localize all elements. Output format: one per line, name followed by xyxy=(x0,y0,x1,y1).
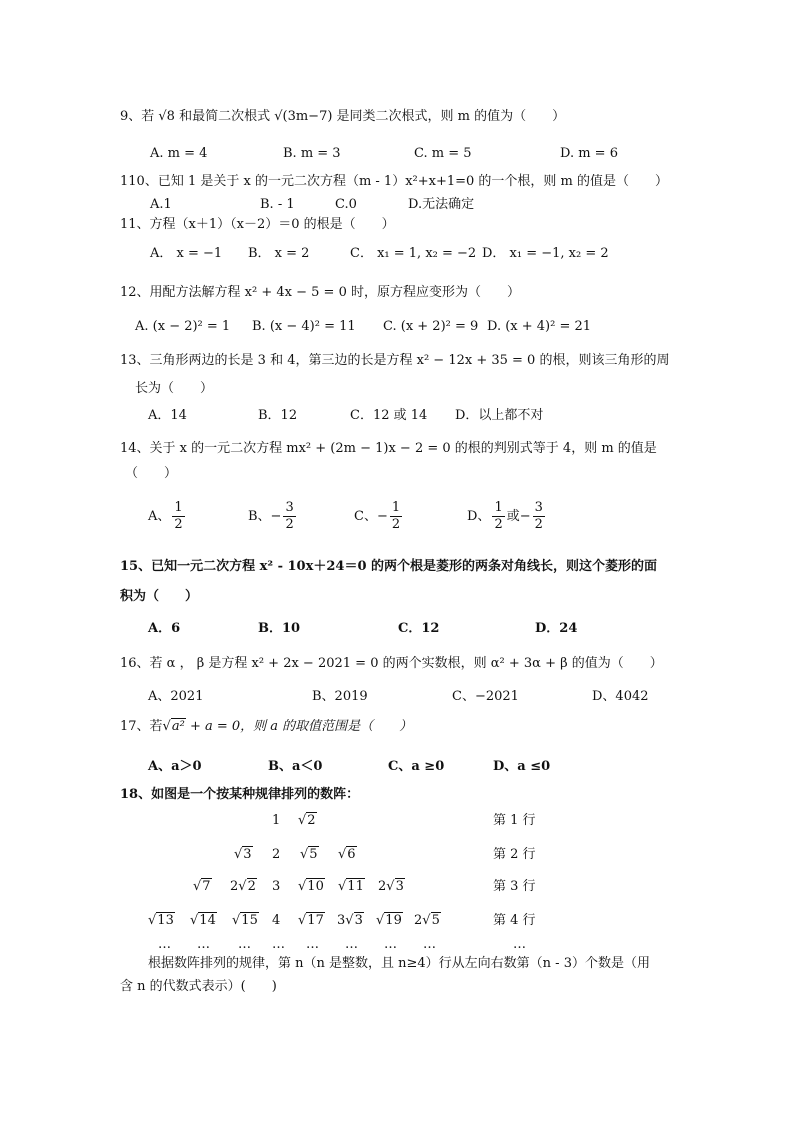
q14-option-b-prefix: B、− xyxy=(248,509,282,524)
matrix-cell: 3 xyxy=(272,879,281,894)
q16-option-c: C、−2021 xyxy=(452,689,519,704)
matrix-cell: 1 xyxy=(272,813,281,828)
q14-option-d xyxy=(467,500,547,533)
radicand: 2 xyxy=(307,813,316,828)
row-label-3: 第 3 行 xyxy=(493,879,536,894)
fraction-numerator: 1 xyxy=(494,500,503,515)
radicand: 19 xyxy=(385,913,402,928)
radicand: 3 xyxy=(354,913,363,928)
radicand: 6 xyxy=(347,847,356,862)
q18-stem: 18、如图是一个按某种规律排列的数阵： xyxy=(120,787,360,802)
q14-option-d-prefix: D、 xyxy=(467,509,491,524)
q18-footer-line2: 含 n 的代数式表示）( ) xyxy=(120,979,277,994)
q11-option-d: D． x₁ = −1, x₂ = 2 xyxy=(482,246,609,261)
q11-option-a: A． x = −1 xyxy=(150,246,223,261)
matrix-cell: √7 xyxy=(193,879,211,894)
q17-option-c: C、a ≥0 xyxy=(388,759,445,774)
matrix-cell: √13 xyxy=(148,913,174,928)
row-label-2: 第 2 行 xyxy=(493,847,536,862)
q12-option-a: A. (x − 2)² = 1 xyxy=(135,319,231,334)
q14-option-d-fraction-1 xyxy=(492,500,504,533)
fraction-numerator: 1 xyxy=(174,500,183,515)
q9-stem: 9、若 √8 和最简二次根式 √(3m−7) 是同类二次根式，则 m 的值为（ ） xyxy=(120,109,566,124)
q15-stem-line2: 积为（ ） xyxy=(120,589,199,604)
q9-option-c: C. m = 5 xyxy=(414,146,472,161)
ellipsis: … xyxy=(197,937,210,952)
q14-option-c-prefix: C、− xyxy=(354,509,388,524)
q11-option-b: B． x = 2 xyxy=(248,246,310,261)
radicand: 10 xyxy=(307,879,324,894)
matrix-cell: √2 xyxy=(298,813,316,828)
matrix-cell: √17 xyxy=(298,913,324,928)
matrix-cell: √6 xyxy=(338,847,356,862)
fraction-denominator: 2 xyxy=(285,517,294,532)
fraction-denominator: 2 xyxy=(494,517,503,532)
radicand: 14 xyxy=(199,913,216,928)
q17-option-d: D、a ≤0 xyxy=(493,759,551,774)
q14-stem-line2: （ ） xyxy=(125,466,178,481)
fraction-numerator: 3 xyxy=(534,500,543,515)
q17-stem-rest: + a = 0，则 a 的取值范围是（ ） xyxy=(185,719,413,734)
matrix-cell: 2√2 xyxy=(230,879,256,894)
q14-option-a xyxy=(148,500,187,533)
q14-option-a-fraction xyxy=(172,500,184,533)
q10-option-a: A.1 xyxy=(150,197,172,212)
matrix-cell: 2 xyxy=(272,847,281,862)
q14-option-a-prefix: A、 xyxy=(148,509,171,524)
ellipsis: … xyxy=(238,937,251,952)
ellipsis: … xyxy=(423,937,436,952)
q9-option-a: A. m = 4 xyxy=(150,146,208,161)
ellipsis: … xyxy=(513,937,526,952)
matrix-cell: 4 xyxy=(272,913,281,928)
ellipsis: … xyxy=(306,937,319,952)
fraction-numerator: 1 xyxy=(391,500,401,515)
q15-option-c: C．12 xyxy=(398,621,440,636)
q18-footer-line1: 根据数阵排列的规律，第 n（n 是整数，且 n≥4）行从左向右数第（n - 3）个数是（用 xyxy=(148,956,650,971)
matrix-cell: 3√3 xyxy=(337,913,363,928)
q10-option-b: B. - 1 xyxy=(260,197,295,212)
q13-option-c: C．12 或 14 xyxy=(350,408,428,423)
q13-stem-line1: 13、三角形两边的长是 3 和 4，第三边的长是方程 x² − 12x + 35 = 0 的根，则该三角形的周 xyxy=(120,353,670,368)
fraction-denominator: 2 xyxy=(174,517,183,532)
matrix-cell: √10 xyxy=(298,879,324,894)
q10-stem: 110、已知 1 是关于 x 的一元二次方程（m - 1）x²+x+1=0 的一个根，则 m 的值是（ ） xyxy=(120,174,669,189)
row-label-4: 第 4 行 xyxy=(493,913,536,928)
matrix-cell: √15 xyxy=(232,913,258,928)
q17-option-b: B、a＜0 xyxy=(268,759,323,774)
q12-stem: 12、用配方法解方程 x² + 4x − 5 = 0 时，原方程应变形为（ ） xyxy=(120,285,520,300)
ellipsis: … xyxy=(345,937,358,952)
q9-option-b: B. m = 3 xyxy=(283,146,341,161)
matrix-cell: √14 xyxy=(190,913,216,928)
fraction-denominator: 2 xyxy=(391,517,401,532)
matrix-cell: 2√5 xyxy=(414,913,440,928)
q15-stem-line1: 15、已知一元二次方程 x² - 10x＋24＝0 的两个根是菱形的两条对角线长，则这个菱形的面 xyxy=(120,559,658,574)
radicand: 13 xyxy=(157,913,174,928)
q13-stem-line2: 长为（ ） xyxy=(135,381,214,396)
q12-option-b: B. (x − 4)² = 11 xyxy=(252,319,356,334)
radicand: 3 xyxy=(243,847,252,862)
radicand: 5 xyxy=(309,847,318,862)
q14-option-c-fraction xyxy=(390,500,402,533)
matrix-cell: √3 xyxy=(234,847,252,862)
q17-radicand: a² xyxy=(171,719,185,734)
q17-option-a: A、a＞0 xyxy=(148,759,202,774)
fraction-denominator: 2 xyxy=(534,517,543,532)
q17-stem-prefix: 17、若 xyxy=(120,719,163,734)
q12-option-c: C. (x + 2)² = 9 xyxy=(383,319,479,334)
matrix-cell: √19 xyxy=(376,913,402,928)
radicand: 2 xyxy=(247,879,256,894)
q14-option-b xyxy=(248,500,298,533)
q16-option-b: B、2019 xyxy=(312,689,368,704)
matrix-cell: √5 xyxy=(300,847,318,862)
q17-stem xyxy=(120,718,412,736)
radicand: 5 xyxy=(431,913,440,928)
q14-stem-line1: 14、关于 x 的一元二次方程 mx² + (2m − 1)x − 2 = 0 的根的判别式等于 4，则 m 的值是 xyxy=(120,441,657,456)
q14-option-b-fraction xyxy=(283,500,295,533)
q15-option-d: D．24 xyxy=(535,621,578,636)
q9-option-d: D. m = 6 xyxy=(560,146,618,161)
radicand: 15 xyxy=(241,913,258,928)
radicand: 3 xyxy=(395,879,404,894)
row-label-1: 第 1 行 xyxy=(493,813,536,828)
q15-option-b: B．10 xyxy=(258,621,301,636)
q16-stem: 16、若 α ， β 是方程 x² + 2x − 2021 = 0 的两个实数根，则 α² + 3α + β 的值为（ ） xyxy=(120,656,663,671)
radicand: 7 xyxy=(202,879,211,894)
q10-option-d: D.无法确定 xyxy=(408,197,475,212)
q11-stem: 11、方程（x＋1）（x－2）＝0 的根是（ ） xyxy=(120,217,395,232)
q14-option-d-mid: 或− xyxy=(506,509,531,524)
sqrt-symbol: √ xyxy=(162,719,171,734)
q16-option-a: A、2021 xyxy=(148,689,204,704)
fraction-numerator: 3 xyxy=(285,500,294,515)
radicand: 11 xyxy=(347,879,364,894)
q14-option-c xyxy=(354,500,404,533)
q15-option-a: A．6 xyxy=(148,621,181,636)
q13-option-a: A．14 xyxy=(148,408,187,423)
q14-option-d-fraction-2 xyxy=(533,500,545,533)
q13-option-d: D．以上都不对 xyxy=(455,408,544,423)
matrix-cell: 2√3 xyxy=(378,879,404,894)
matrix-cell: √11 xyxy=(338,879,364,894)
q16-option-d: D、4042 xyxy=(592,689,649,704)
ellipsis: … xyxy=(158,937,171,952)
q10-option-c: C.0 xyxy=(335,197,357,212)
q12-option-d: D. (x + 4)² = 21 xyxy=(487,319,592,334)
ellipsis: … xyxy=(272,937,285,952)
q13-option-b: B．12 xyxy=(258,408,298,423)
radicand: 17 xyxy=(307,913,324,928)
q11-option-c: C． x₁ = 1, x₂ = −2 xyxy=(350,246,477,261)
ellipsis: … xyxy=(384,937,397,952)
